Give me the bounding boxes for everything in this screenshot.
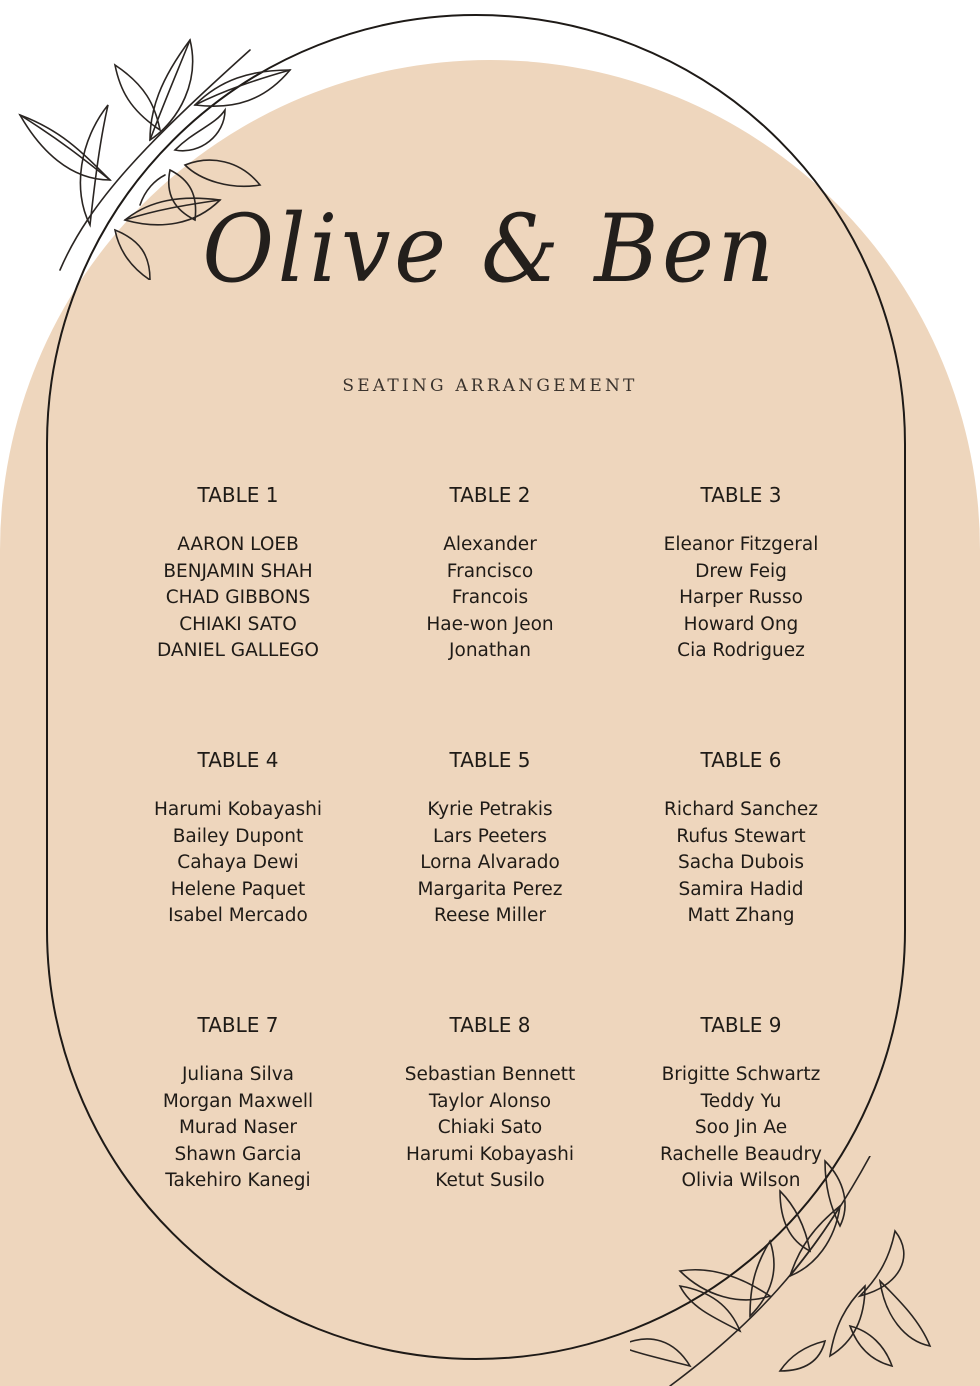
guest-name: Matt Zhang — [687, 905, 795, 926]
page-title: Olive & Ben — [202, 195, 778, 304]
guest-name: Takehiro Kanegi — [165, 1170, 311, 1191]
guest-name: Harper Russo — [679, 587, 803, 608]
guest-name: Rachelle Beaudry — [659, 1143, 823, 1165]
guest-name: Alexander — [443, 534, 537, 555]
guest-name: Lorna Alvarado — [420, 852, 560, 873]
table-title: TABLE 5 — [449, 748, 531, 772]
guest-name: Lars Peeters — [433, 825, 547, 847]
guest-name: Soo Jin Ae — [694, 1117, 788, 1138]
table-block — [365, 483, 615, 665]
guest-name: Shawn Garcia — [174, 1143, 302, 1165]
table-block — [616, 483, 866, 665]
guest-name: Teddy Yu — [700, 1090, 782, 1112]
guest-name: Helene Paquet — [170, 878, 306, 900]
guest-name: Chiaki Sato — [437, 1117, 543, 1138]
guest-name: Harumi Kobayashi — [405, 1143, 575, 1165]
table-block — [365, 1013, 615, 1195]
guest-name: AARON LOEB — [177, 534, 299, 555]
guest-name: Brigitte Schwartz — [661, 1064, 821, 1085]
guest-name: Morgan Maxwell — [162, 1090, 314, 1112]
guest-name: Juliana Silva — [181, 1064, 295, 1085]
guest-name: Murad Naser — [178, 1117, 298, 1138]
table-title: TABLE 8 — [449, 1013, 531, 1037]
table-block — [113, 483, 363, 665]
guest-name: Margarita Perez — [417, 878, 563, 900]
page-subtitle: SEATING ARRANGEMENT — [342, 376, 638, 396]
guest-name: Harumi Kobayashi — [153, 799, 323, 820]
guest-name: Francisco — [446, 560, 534, 582]
guest-name: Francois — [451, 587, 529, 608]
table-title: TABLE 2 — [449, 483, 531, 507]
guest-name: Olivia Wilson — [681, 1170, 801, 1191]
guest-name: Richard Sanchez — [664, 799, 818, 820]
guest-name: Samira Hadid — [678, 878, 804, 900]
table-block — [113, 1013, 363, 1195]
guest-name: Rufus Stewart — [676, 825, 806, 847]
guest-name: Bailey Dupont — [172, 825, 304, 847]
guest-name: CHAD GIBBONS — [165, 587, 311, 608]
guest-name: Reese Miller — [433, 905, 547, 926]
guest-name: Howard Ong — [683, 613, 799, 635]
guest-name: Taylor Alonso — [428, 1090, 552, 1112]
guest-name: Hae-won Jeon — [426, 613, 554, 635]
table-block — [616, 748, 866, 930]
guest-name: Kyrie Petrakis — [427, 799, 553, 820]
guest-name: DANIEL GALLEGO — [157, 640, 319, 661]
table-block — [365, 748, 615, 930]
guest-name: Isabel Mercado — [168, 905, 308, 926]
table-title: TABLE 9 — [700, 1013, 782, 1037]
guest-name: BENJAMIN SHAH — [163, 560, 313, 582]
guest-name: Sacha Dubois — [677, 852, 804, 873]
guest-name: Sebastian Bennett — [404, 1064, 576, 1085]
table-title: TABLE 7 — [197, 1013, 279, 1037]
guest-name: Drew Feig — [695, 560, 787, 582]
guest-name: Jonathan — [449, 640, 531, 661]
guest-name: Cahaya Dewi — [177, 852, 299, 873]
table-title: TABLE 4 — [197, 748, 279, 772]
guest-name: Ketut Susilo — [435, 1170, 545, 1191]
table-block — [113, 748, 363, 930]
guest-name: Eleanor Fitzgeral — [663, 534, 819, 555]
table-title: TABLE 3 — [700, 483, 782, 507]
guest-name: CHIAKI SATO — [179, 613, 297, 635]
guest-name: Cia Rodriguez — [677, 640, 805, 661]
table-title: TABLE 1 — [197, 483, 279, 507]
table-title: TABLE 6 — [700, 748, 782, 772]
table-block — [616, 1013, 866, 1195]
